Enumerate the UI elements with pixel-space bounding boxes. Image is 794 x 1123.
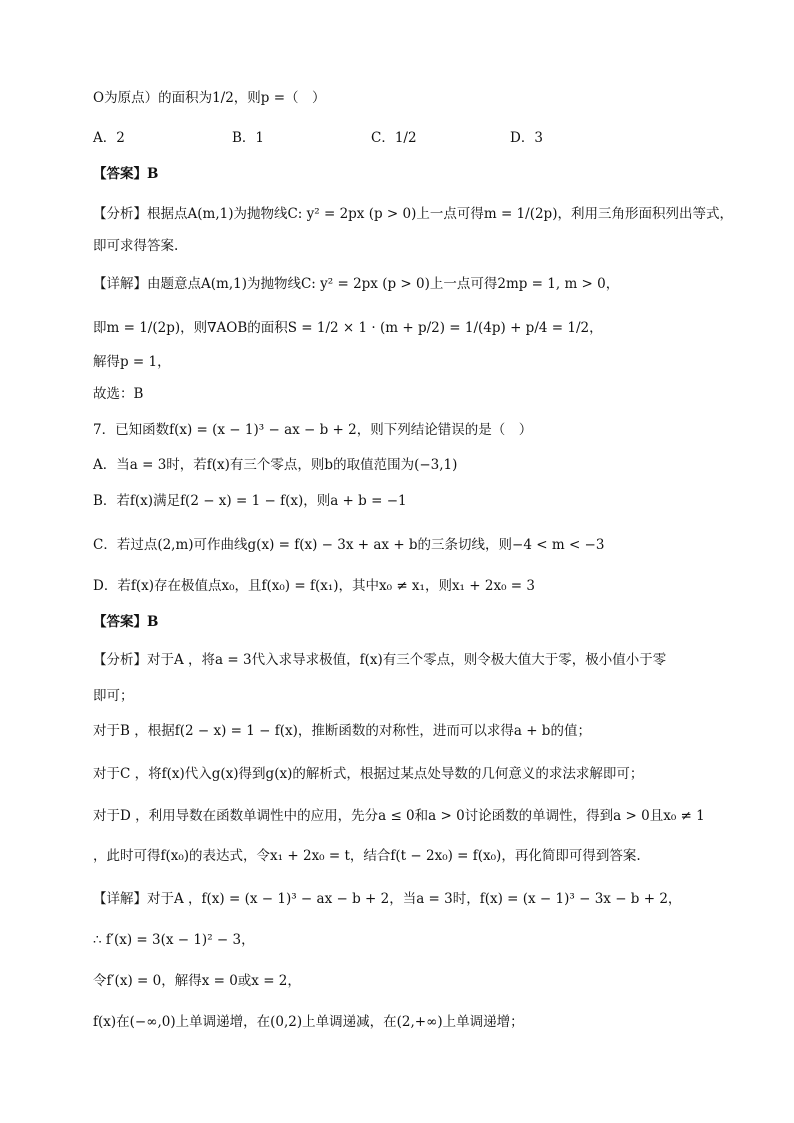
analysis-6-cont: 即可求得答案. [93,238,179,254]
question-7-option-b: B．若f(x)满足f(2 − x) = 1 − f(x)，则a + b = −1 [93,493,407,509]
analysis-7-c: 对于C ，将f(x)代入g(x)得到g(x)的解析式，根据过某点处导数的几何意义的求法求解即可； [93,766,644,782]
question-7-option-d: D．若f(x)存在极值点x₀，且f(x₀) = f(x₁)，其中x₀ ≠ x₁，则x₁ + 2x₀ = 3 [93,578,535,594]
detail-7-monotonicity: f(x)在(−∞,0)上单调递增，在(0,2)上单调递减，在(2,+∞)上单调递增； [93,1014,524,1030]
detail-6-solve: 解得p = 1， [93,354,171,370]
detail-7-a: 【详解】对于A ，f(x) = (x − 1)³ − ax − b + 2，当a = 3时，f(x) = (x − 1)³ − 3x − b + 2， [93,891,682,907]
question-7-stem: 7．已知函数f(x) = (x − 1)³ − ax − b + 2，则下列结论错误的是（ ） [93,422,533,438]
option-a: A．2 [93,130,125,146]
analysis-7-d: 对于D ，利用导数在函数单调性中的应用，先分a ≤ 0和a > 0讨论函数的单调性，得到a > 0且x₀ ≠ 1 [93,808,705,824]
question-7-option-a: A．当a = 3时，若f(x)有三个零点，则b的取值范围为(−3,1) [93,457,458,473]
analysis-7-d-cont: ，此时可得f(x₀)的表达式，令x₁ + 2x₀ = t，结合f(t − 2x₀) = f(x₀)，再化简即可得到答案. [93,848,641,864]
option-c: C．1/2 [371,130,417,146]
analysis-6: 【分析】根据点A(m,1)为抛物线C: y² = 2px (p > 0)上一点可得m = 1/(2p)，利用三角形面积列出等式， [93,206,733,222]
detail-6-area: 即m = 1/(2p)，则∇AOB的面积S = 1/2 × 1 · (m + p/2) = 1/(4p) + p/4 = 1/2， [93,320,603,336]
detail-7-roots: 令f′(x) = 0，解得x = 0或x = 2， [93,973,301,989]
detail-7-derivative: ∴ f′(x) = 3(x − 1)² − 3， [93,932,255,948]
option-d: D．3 [510,130,543,146]
option-b: B．1 [232,130,265,146]
analysis-7-a: 【分析】对于A ，将a = 3代入求导求极值，f(x)有三个零点，则令极大值大于零，极小值小于零 [93,652,667,668]
question-7-option-c: C．若过点(2,m)可作曲线g(x) = f(x) − 3x + ax + b的三条切线，则−4 < m < −3 [93,537,605,553]
answer-label-6: 【答案】B [93,166,159,182]
detail-6: 【详解】由题意点A(m,1)为抛物线C: y² = 2px (p > 0)上一点可得2mp = 1, m > 0， [93,276,620,292]
detail-6-choice: 故选：B [93,386,144,402]
analysis-7-b: 对于B ，根据f(2 − x) = 1 − f(x)，推断函数的对称性，进而可以求得a + b的值； [93,723,591,739]
analysis-7-a-cont: 即可； [93,688,134,704]
answer-label-7: 【答案】B [93,614,159,630]
question-6-stem-end: O为原点）的面积为1/2，则p =（ ） [93,90,326,106]
